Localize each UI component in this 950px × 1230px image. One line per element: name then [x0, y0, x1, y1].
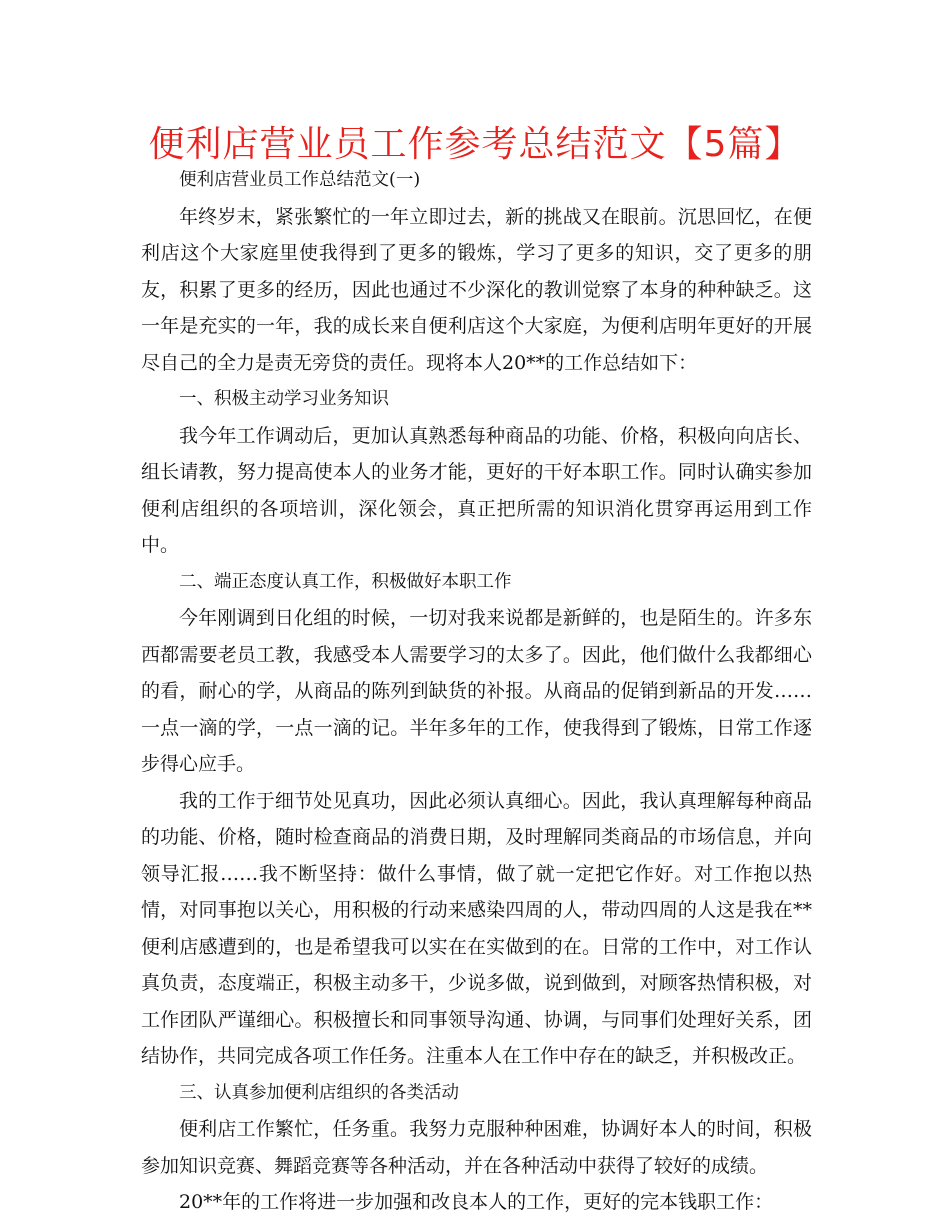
- body-paragraph: 今年刚调到日化组的时候，一切对我来说都是新鲜的，也是陌生的。许多东西都需要老员工教，我感受本人需要学习的太多了。因此，他们做什么我都细心的看，耐心的学，从商品的陈列到缺货的补报。从商品的促销到新品的开发……一点一滴的学，一点一滴的记。半年多年的工作，使我得到了锻炼，日常工作逐步得心应手。: [141, 607, 812, 775]
- section-subheading: 一、积极主动学习业务知识: [179, 389, 389, 409]
- section-subheading: 二、端正态度认真工作，积极做好本职工作: [179, 571, 512, 592]
- body-paragraph: 年终岁末，紧张繁忙的一年立即过去，新的挑战又在眼前。沉思回忆，在便利店这个大家庭里使我得到了更多的锻炼，学习了更多的知识，交了更多的朋友，积累了更多的经历，因此也通过不少深化的教训觉察了本身的种种缺乏。这一年是充实的一年，我的成长来自便利店这个大家庭，为便利店明年更好的开展尽自己的全力是责无旁贷的责任。现将本人20**的工作总结如下：: [141, 205, 812, 374]
- body-paragraph: 20**年的工作将进一步加强和改良本人的工作，更好的完本钱职工作：: [179, 1191, 774, 1213]
- document-title: 便利店营业员工作参考总结范文【5篇】: [148, 124, 802, 165]
- body-paragraph: 便利店工作繁忙，任务重。我努力克服种种困难，协调好本人的时间，积极参加知识竞赛、舞蹈竞赛等各种活动，并在各种活动中获得了较好的成绩。: [141, 1118, 812, 1177]
- body-paragraph: 我今年工作调动后，更加认真熟悉每种商品的功能、价格，积极向向店长、组长请教，努力提高使本人的业务才能，更好的干好本职工作。同时认确实参加便利店组织的各项培训，深化领会，真正把所需的知识消化贯穿再运用到工作中。: [141, 424, 812, 556]
- section-subheading: 三、认真参加便利店组织的各类活动: [179, 1082, 459, 1103]
- section-subheading: 便利店营业员工作总结范文(一): [179, 170, 421, 190]
- document-body: [141, 162, 812, 1221]
- body-paragraph: 我的工作于细节处见真功，因此必须认真细心。因此，我认真理解每种商品的功能、价格，随时检查商品的消费日期，及时理解同类商品的市场信息，并向领导汇报……我不断坚持：做什么事情，做了就一定把它作好。对工作抱以热情，对同事抱以关心，用积极的行动来感染四周的人，带动四周的人这是我在**便利店感遭到的，也是希望我可以实在在实做到的在。日常的工作中，对工作认真负责，态度端正，积极主动多干，少说多做，说到做到，对顾客热情积极，对工作团队严谨细心。积极擅长和同事领导沟通、协调，与同事们处理好关系，团结协作，共同完成各项工作任务。注重本人在工作中存在的缺乏，并积极改正。: [141, 789, 812, 1067]
